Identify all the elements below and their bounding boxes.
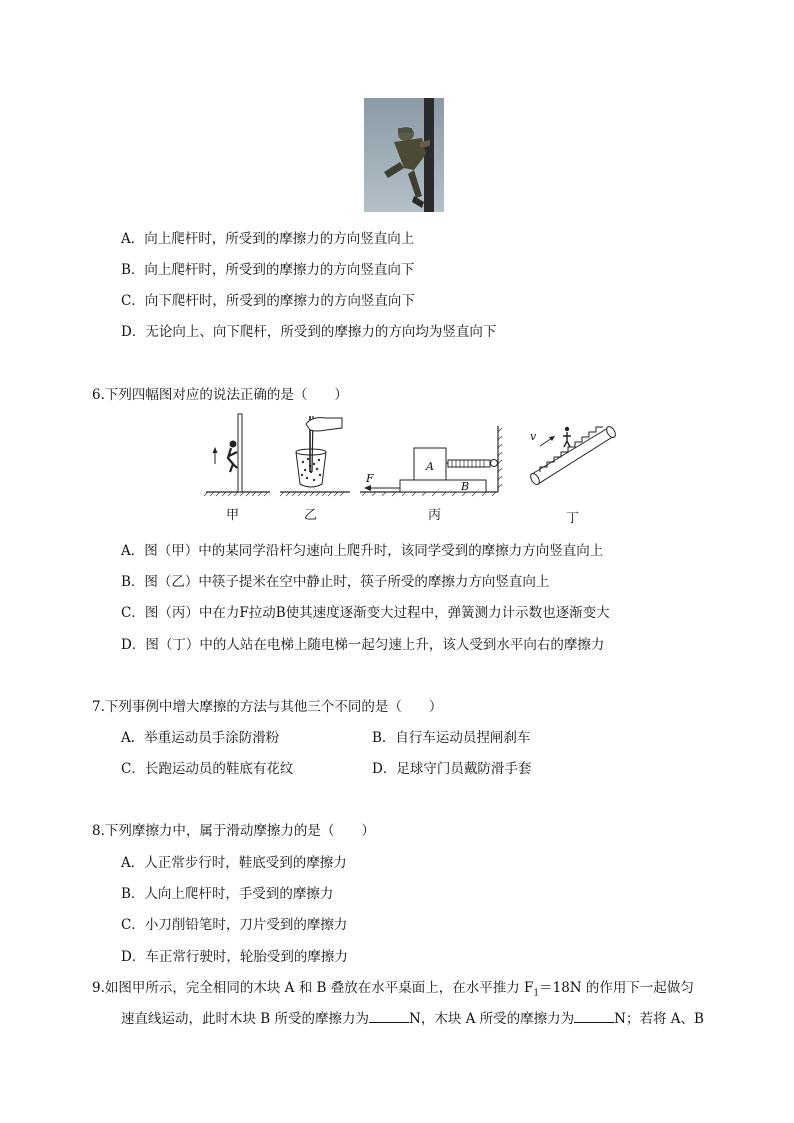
label-bing: 丙 [428,508,442,523]
q6-figure [200,412,620,527]
label-yi: 乙 [304,508,318,523]
figure-jia [204,414,270,496]
label-velocity-v: v [530,430,537,443]
q7-option-b: B．自行车运动员捏闸刹车 [372,730,531,746]
q8-option-a: A．人正常步行时，鞋底受到的摩擦力 [121,855,347,871]
q6-option-c: C．图（丙）中在力F拉动B使其速度逐渐变大过程中，弹簧测力计示数也逐渐变大 [121,605,610,621]
q7-stem: 7.下列事例中增大摩擦的方法与其他三个不同的是（ ） [92,699,443,715]
figure-ding [529,425,617,486]
q7-option-a: A．举重运动员手涂防滑粉 [121,730,280,746]
q6-option-d: D．图（丁）中的人站在电梯上随电梯一起匀速上升，该人受到水平向右的摩擦力 [121,637,605,653]
q9-f-subscript: 1 [533,988,540,999]
label-ding: 丁 [566,511,580,526]
q9-line-1-a: 9.如图甲所示，完全相同的木块 A 和 B 叠放在水平桌面上，在水平推力 F [92,980,534,996]
q9-line-2-b: N，木块 A 所受的摩擦力为 [409,1011,575,1027]
q9-line-2-a: 速直线运动，此时木块 B 所受的摩擦力为 [121,1011,370,1027]
q8-option-c: C．小刀削铅笔时，刀片受到的摩擦力 [121,917,348,933]
q5-option-a: A．向上爬杆时，所受到的摩擦力的方向竖直向上 [121,231,415,247]
q5-option-d: D．无论向上、向下爬杆，所受到的摩擦力的方向均为竖直向下 [121,324,497,340]
q9-line-2-c: N；若将 A、B [614,1011,704,1027]
q5-option-b: B．向上爬杆时，所受到的摩擦力的方向竖直向下 [121,262,415,278]
figure-yi [280,416,350,496]
q8-option-d: D．车正常行驶时，轮胎受到的摩擦力 [121,949,348,965]
q6-stem: 6.下列四幅图对应的说法正确的是（ ） [92,387,348,403]
q5-option-c: C．向下爬杆时，所受到的摩擦力的方向竖直向下 [121,293,415,309]
q9-line-2 [121,1007,704,1027]
label-block-b: B [461,480,470,493]
q9-line-1 [92,976,694,999]
answer-blank-b-friction[interactable] [369,1010,409,1023]
climbing-pole-photo [364,98,444,212]
q7-option-c: C．长跑运动员的鞋底有花纹 [121,761,294,777]
q9-line-1-b: ＝18N 的作用下一起做匀 [539,980,694,996]
q8-option-b: B．人向上爬杆时，手受到的摩擦力 [121,886,334,902]
q7-option-d: D．足球守门员戴防滑手套 [372,761,532,777]
q6-option-a: A．图（甲）中的某同学沿杆匀速向上爬升时，该同学受到的摩擦力方向竖直向上 [121,543,604,559]
label-jia: 甲 [226,508,240,523]
label-force-f: F [366,472,374,485]
q8-stem: 8.下列摩擦力中，属于滑动摩擦力的是（ ） [92,823,375,839]
label-block-a: A [426,460,434,473]
answer-blank-a-friction[interactable] [574,1010,614,1023]
q6-option-b: B．图（乙）中筷子提米在空中静止时，筷子所受的摩擦力方向竖直向上 [121,574,550,590]
